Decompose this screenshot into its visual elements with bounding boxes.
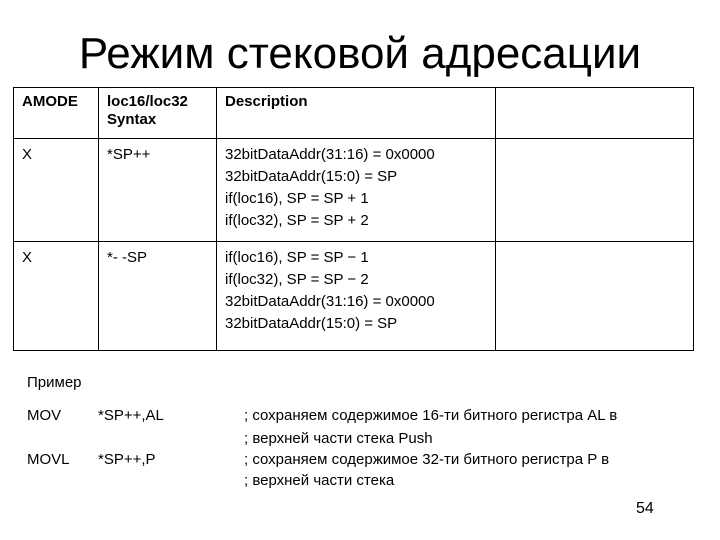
slide-title: Режим стековой адресации	[78, 29, 642, 78]
example-operand: *SP++,AL	[98, 407, 164, 424]
example-heading: Пример	[27, 374, 82, 391]
description-line: 32bitDataAddr(31:16) = 0x0000	[225, 146, 435, 163]
cell-syntax: *SP++	[99, 139, 217, 242]
page-number: 54	[636, 500, 654, 517]
example-opcode: MOVL	[27, 451, 70, 468]
table-header-row	[14, 88, 694, 139]
example-comment: ; верхней части стека	[244, 472, 395, 489]
cell-amode: X	[14, 139, 99, 242]
table-row	[14, 139, 694, 242]
example-opcode: MOV	[27, 407, 62, 424]
description-line: if(loc16), SP = SP − 1	[225, 249, 369, 266]
description-line: 32bitDataAddr(15:0) = SP	[225, 168, 398, 185]
example-operand: *SP++,P	[98, 451, 156, 468]
cell-empty	[496, 242, 694, 351]
description-line: 32bitDataAddr(15:0) = SP	[225, 315, 398, 332]
header-empty	[496, 88, 694, 139]
header-amode: AMODE	[14, 88, 99, 139]
example-comment: ; сохраняем содержимое 32-ти битного регистра P в	[244, 451, 610, 468]
cell-description	[217, 139, 496, 242]
table-row	[14, 242, 694, 351]
example-comment: ; сохраняем содержимое 16-ти битного регистра AL в	[244, 407, 618, 424]
cell-empty	[496, 139, 694, 242]
description-line: if(loc32), SP = SP − 2	[225, 271, 369, 288]
cell-amode: X	[14, 242, 99, 351]
header-description: Description	[217, 88, 496, 139]
description-line: if(loc16), SP = SP + 1	[225, 190, 369, 207]
example-comment: ; верхней части стека Push	[244, 430, 433, 447]
addressing-mode-table	[13, 87, 694, 351]
description-line: if(loc32), SP = SP + 2	[225, 212, 369, 229]
description-line: 32bitDataAddr(31:16) = 0x0000	[225, 293, 435, 310]
header-syntax: loc16/loc32 Syntax	[99, 88, 217, 139]
cell-syntax: *- -SP	[99, 242, 217, 351]
cell-description	[217, 242, 496, 351]
